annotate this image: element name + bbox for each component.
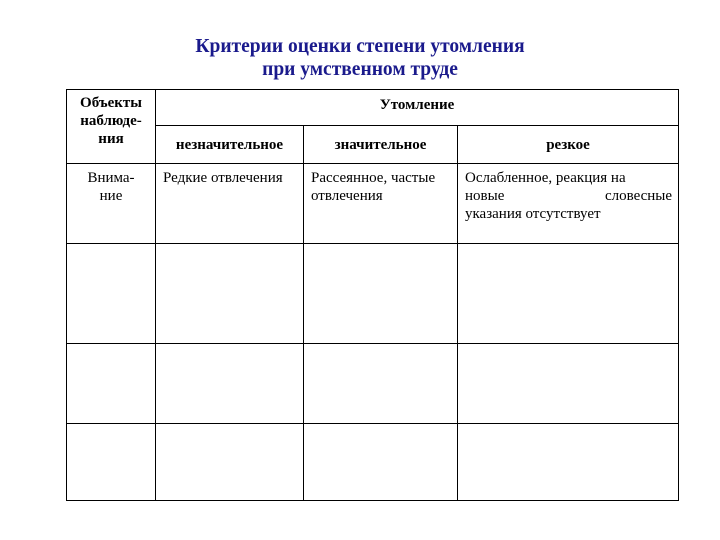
empty-cell [67,244,156,344]
page-title [0,35,720,81]
title-line-2: при умственном труде [262,59,458,80]
empty-cell [304,244,458,344]
header-level-severe: резкое [458,126,679,164]
table-row [67,344,679,424]
attention-line-1: Внима- [87,170,135,186]
empty-cell [67,424,156,501]
table-row [67,424,679,501]
row-attention-severe [458,164,679,244]
row-attention-slight: Редкие отвлечения [156,164,304,244]
empty-cell [156,344,304,424]
empty-cell [304,424,458,501]
header-level-slight: незначительное [156,126,304,164]
empty-cell [458,244,679,344]
title-line-1: Критерии оценки степени утомления [195,36,525,57]
empty-cell [304,344,458,424]
header-objects-line-1: Объекты [80,95,142,111]
empty-cell [458,344,679,424]
fatigue-criteria-table [66,89,679,501]
severe-line-1: Ослабленное, реакция на [465,170,626,186]
severe-line-3: указания отсутствует [465,206,601,222]
empty-cell [156,424,304,501]
severe-line-2: новые словесные [465,188,673,204]
header-fatigue: Утомление [156,90,679,126]
header-level-significant: значительное [304,126,458,164]
row-attention-significant: Рассеянное, частые отвлечения [304,164,458,244]
header-objects-line-2: наблюде- [80,113,142,129]
empty-cell [67,344,156,424]
header-objects-cell [67,90,156,164]
empty-cell [458,424,679,501]
table-row [67,164,679,244]
empty-cell [156,244,304,344]
row-attention-object [67,164,156,244]
table-row [67,244,679,344]
attention-line-2: ние [99,188,123,204]
header-objects-line-3: ния [98,131,124,147]
